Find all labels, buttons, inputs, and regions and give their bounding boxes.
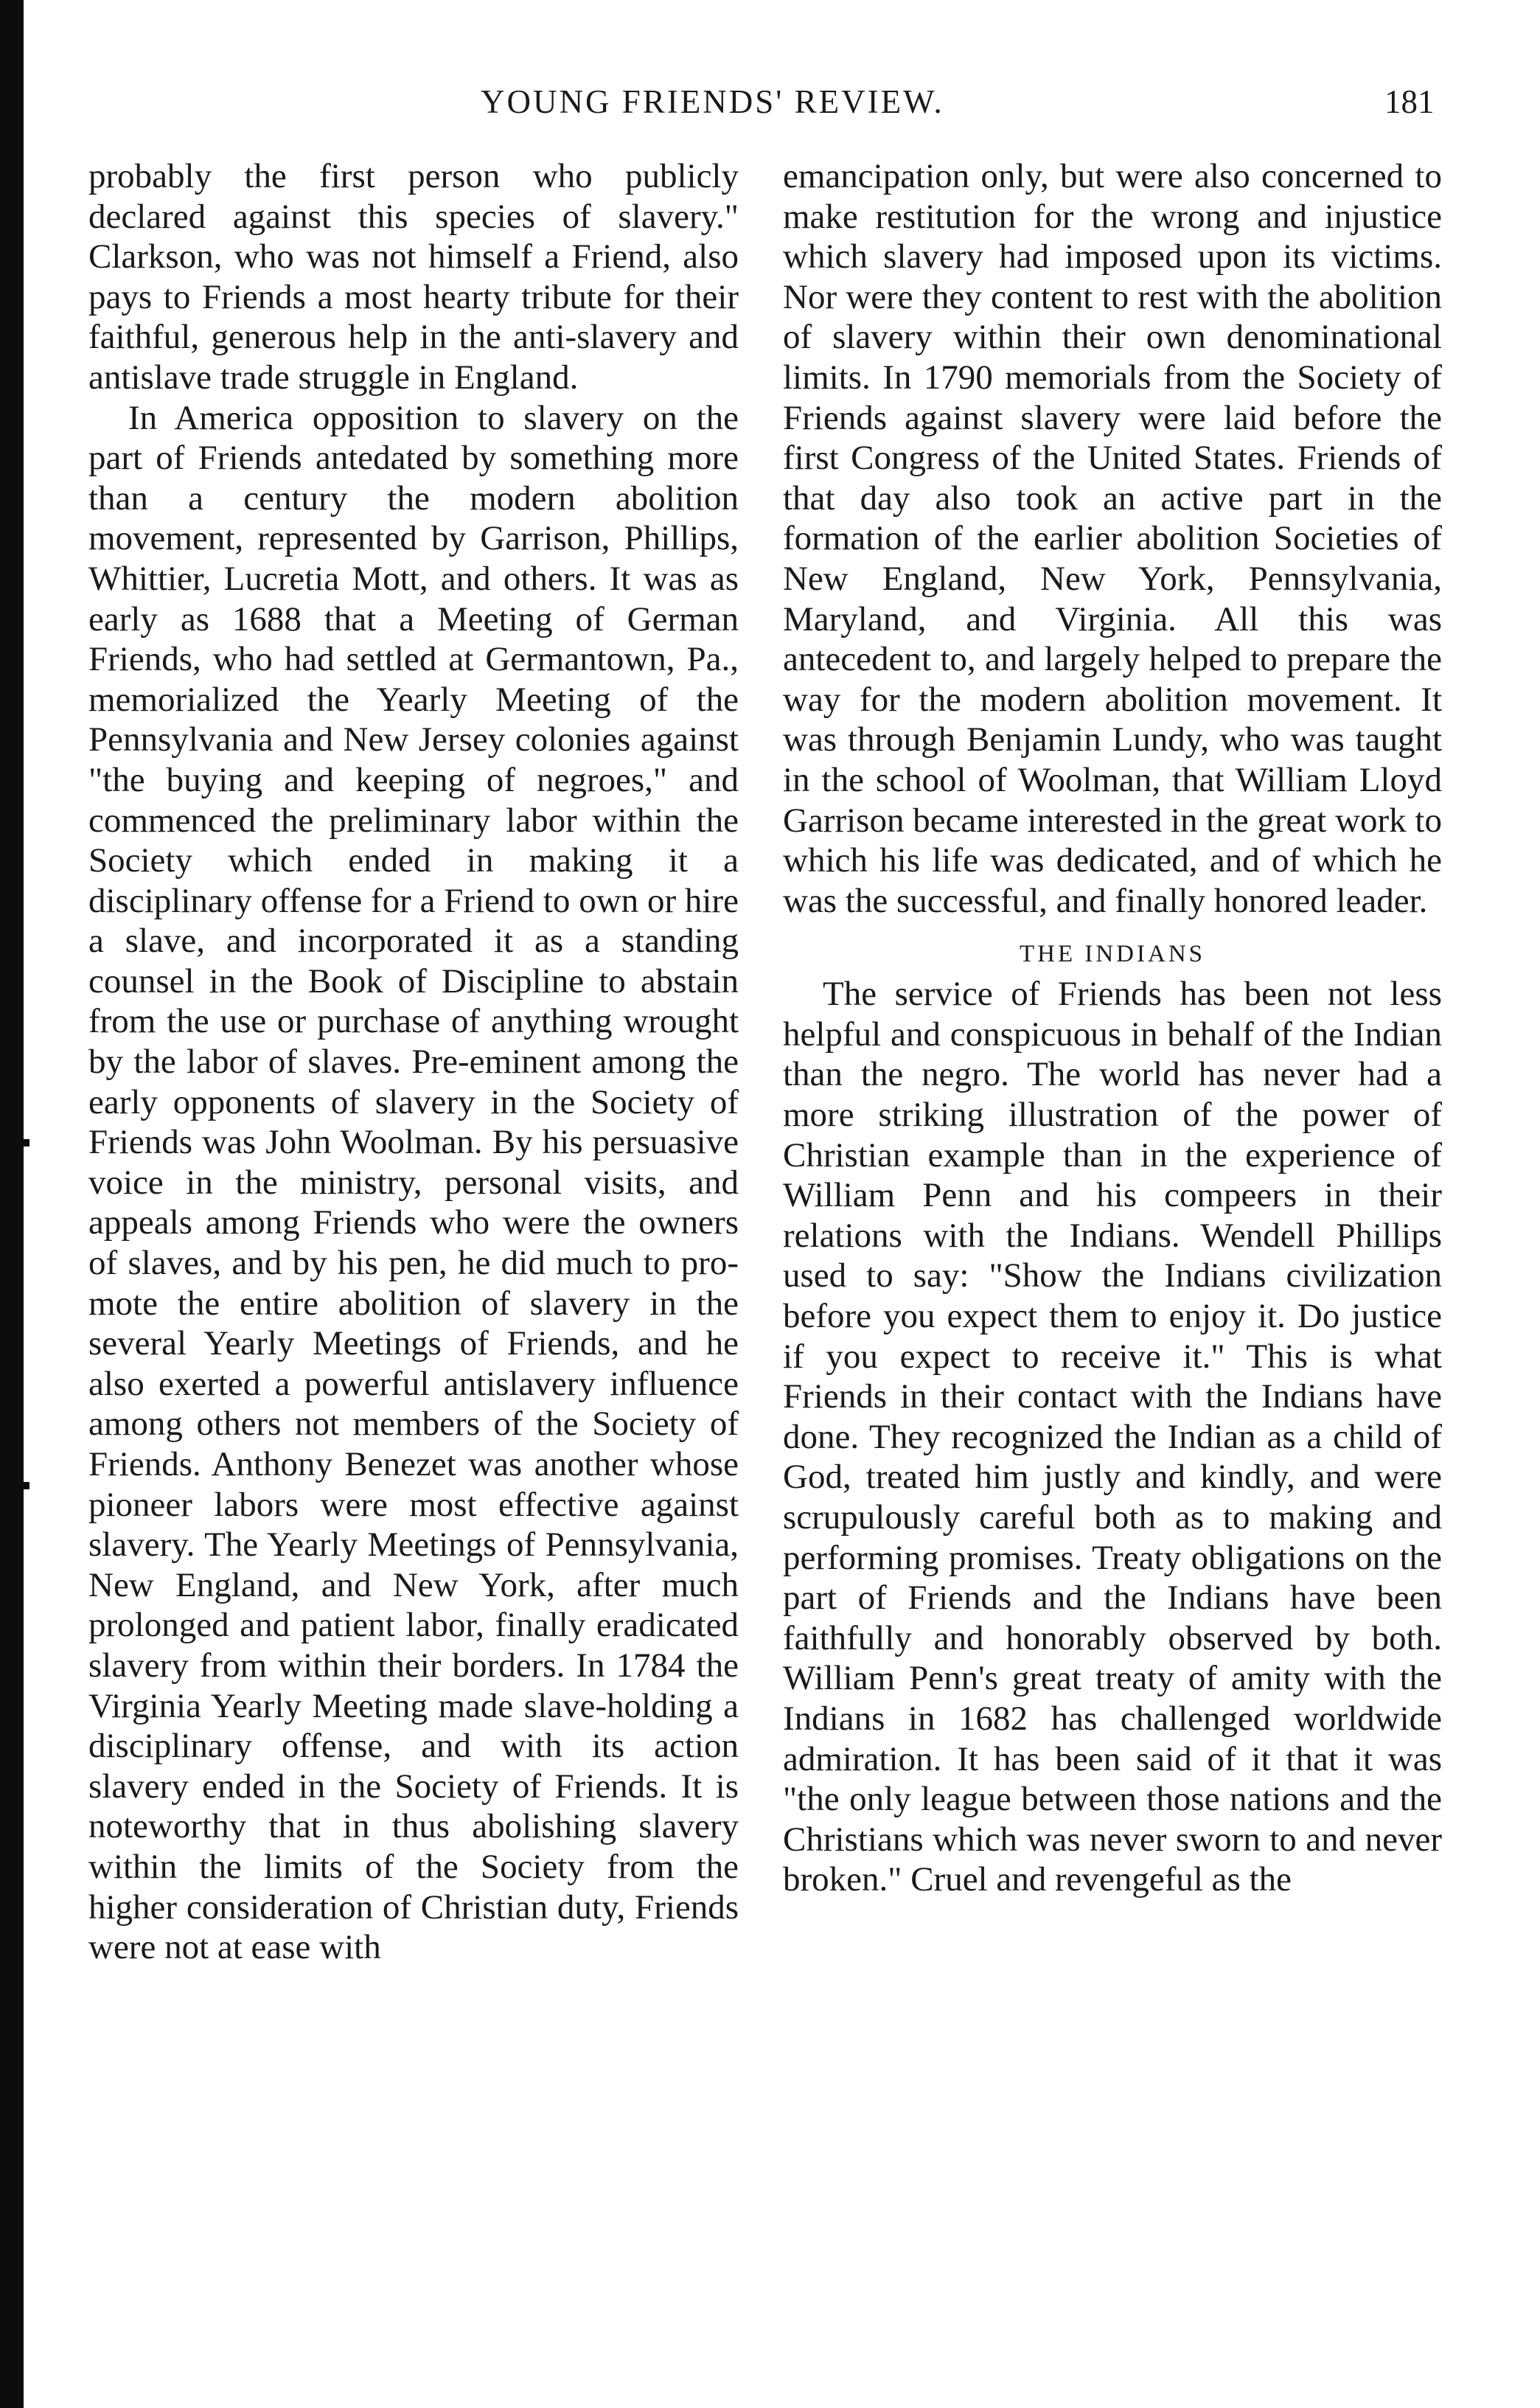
paragraph: emancipation only, but were also concerned to make restitution for the wrong and injustice which slavery had imposed upon its victims. Nor were they content to rest with the abolition of slavery within their own denominational limits. In 1790 memorials from the Society of Friends against slavery were laid before the first Congress of the United States. Friends of that day also took an active part in the formation of the earlier abolition Societies of New England, New York, Pennsylvania, Maryland, and Virginia. All this was antecedent to, and largely helped to prepare the way for the modern abolition movement. It was through Benjamin Lundy, who was taught in the school of Woolman, that William Lloyd Garrison became interested in the great work to which his life was dedicated, and of which he was the successful, and finally honored leader. (783, 157, 1442, 920)
section-heading: THE INDIANS (1019, 941, 1206, 968)
left-column (88, 156, 739, 1968)
page-number: 181 (1384, 83, 1435, 120)
binding-notch (21, 1139, 29, 1146)
paragraph: The service of Friends has been not less helpful and conspicuous in behalf of the Indian than the negro. The world has never had a more striking illustration of the power of Christian example than in the experience of William Penn and his compeers in their relations with the Indians. Wendell Phillips used to say: "Show the Indians civilization before you expect them to enjoy it. Do justice if you expect to receive it." This is what Friends in their contact with the Indians have done. They recognized the Indian as a child of God, treated him justly and kindly, and were scrupulously careful both as to making and performing promises. Treaty obligations on the part of Friends and the Indians have been faithfully and honorably observed by both. William Penn's great treaty of amity with the Indians in 1682 has challenged worldwide admiration. It has been said of it that it was "the only league between those nations and the Christians which was never sworn to and never broken." Cruel and revengeful as the (783, 975, 1442, 1899)
binding-notch (21, 1482, 29, 1489)
right-column (783, 156, 1442, 1900)
paragraph: In America opposition to slavery on the part of Friends antedated by something more than a century the modern abolition movement, represented by Garrison, Phillips, Whittier, Lucretia Mott, and others. It was as early as 1688 that a Meeting of German Friends, who had settled at Germantown, Pa., memorialized the Yearly Meeting of the Pennsylvania and New Jersey colonies against "the buying and keeping of negroes," and commenced the preliminary labor within the Society which ended in making it a disciplinary offense for a Friend to own or hire a slave, and incorporated it as a standing counsel in the Book of Discipline to abstain from the use or purchase of anything wrought by the labor of slaves. Pre-eminent among the early opponents of slavery in the Society of Friends was John Woolman. By his persuasive voice in the ministry, personal visits, and appeals among Friends who were the owners of slaves, and by his pen, he did much to promote the entire abolition of slavery in the several Yearly Meetings of Friends, and he also exerted a powerful antislavery influence among others not members of the Society of Friends. Anthony Benezet was another whose pioneer labors were most effective against slavery. The Yearly Meetings of Pennsylvania, New England, and New York, after much prolonged and patient labor, finally eradicated slavery from within their borders. In 1784 the Virginia Yearly Meeting made slave-holding a disciplinary offense, and with its action slavery ended in the Society of Friends. It is noteworthy that in thus abolishing slavery within the limits of the Society from the higher consideration of Christian duty, Friends were not at ease with (88, 398, 739, 1967)
page-header (0, 83, 1540, 134)
running-title: YOUNG FRIENDS' REVIEW. (481, 83, 944, 120)
paragraph: probably the first person who publicly declared against this species of slavery." Clarkson, who was not himself a Friend, also pays to Friends a most hearty tribute for their faithful, generous help in the anti-slavery and antislave trade struggle in England. (88, 157, 739, 397)
book-binding-edge (0, 0, 24, 2408)
